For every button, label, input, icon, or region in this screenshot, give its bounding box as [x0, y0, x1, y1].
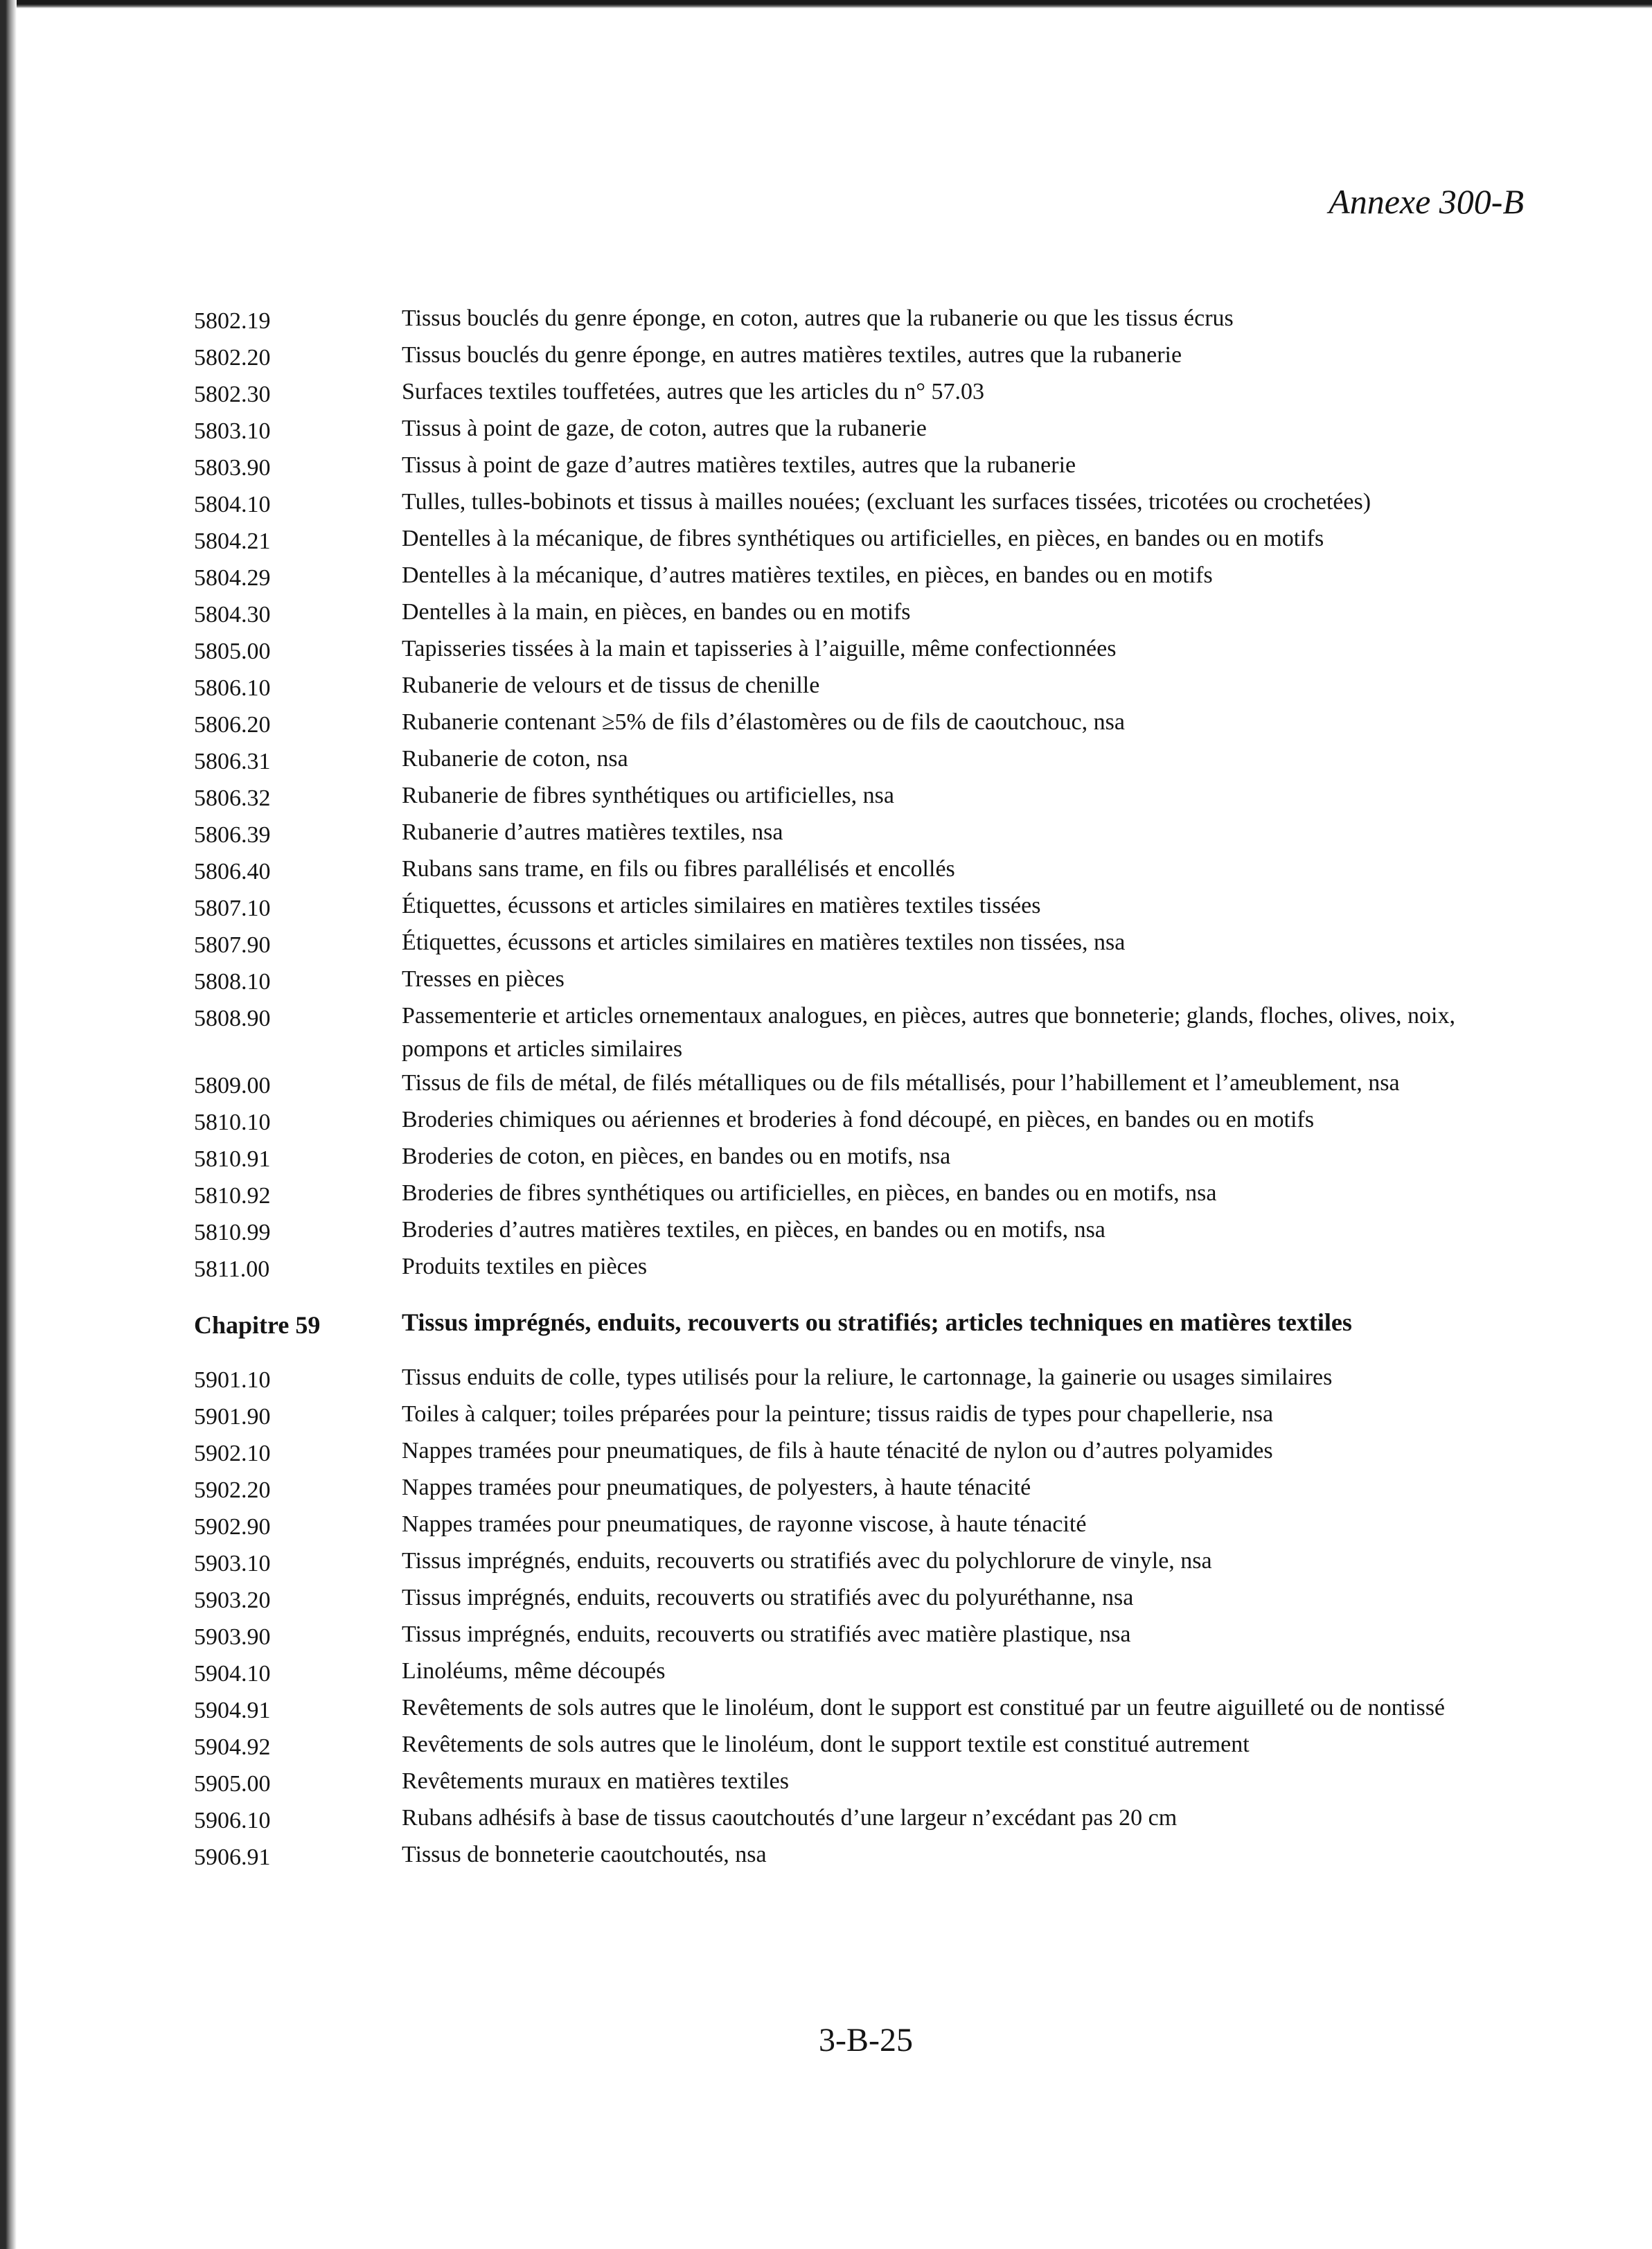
tariff-row [194, 889, 1545, 925]
tariff-code: 5810.92 [194, 1183, 271, 1209]
tariff-description: Nappes tramées pour pneumatiques, de polyesters, à haute ténacité [402, 1475, 1031, 1500]
tariff-description: Rubans sans trame, en fils ou fibres parallélisés et encollés [402, 856, 955, 882]
tariff-description: Linoléums, même découpés [402, 1658, 666, 1684]
tariff-row [194, 853, 1545, 889]
tariff-description: Nappes tramées pour pneumatiques, de fils à haute ténacité de nylon ou d’autres polyamides [402, 1438, 1273, 1464]
tariff-code: 5904.91 [194, 1698, 271, 1723]
tariff-code: 5804.21 [194, 528, 271, 554]
tariff-row [194, 632, 1545, 668]
tariff-description: Tissus bouclés du genre éponge, en autres matières textiles, autres que la rubanerie [402, 342, 1182, 368]
tariff-description: Tulles, tulles-bobinots et tissus à mailles nouées; (excluant les surfaces tissées, tricotées ou crochetées) [402, 489, 1371, 515]
tariff-description: Étiquettes, écussons et articles similaires en matières textiles non tissées, nsa [402, 930, 1126, 955]
tariff-description: Tissus imprégnés, enduits, recouverts ou stratifiés avec du polyuréthanne, nsa [402, 1585, 1134, 1610]
tariff-code: 5902.90 [194, 1514, 271, 1540]
tariff-code: 5807.10 [194, 896, 271, 921]
tariff-description: Tissus imprégnés, enduits, recouverts ou stratifiés avec du polychlorure de vinyle, nsa [402, 1548, 1212, 1574]
tariff-code: 5808.10 [194, 969, 271, 995]
tariff-row [194, 412, 1545, 448]
tariff-list-chapter-58 [194, 302, 1545, 1286]
chapter-code: Chapitre 59 [194, 1311, 321, 1339]
tariff-description: Broderies d’autres matières textiles, en pièces, en bandes ou en motifs, nsa [402, 1217, 1105, 1243]
tariff-code: 5904.10 [194, 1661, 271, 1687]
tariff-code: 5802.20 [194, 345, 271, 371]
tariff-row [194, 1398, 1545, 1434]
tariff-code: 5810.10 [194, 1110, 271, 1135]
tariff-row [194, 449, 1545, 485]
tariff-code: 5810.99 [194, 1220, 271, 1245]
tariff-description: Revêtements muraux en matières textiles [402, 1768, 789, 1794]
tariff-row [194, 1765, 1545, 1801]
tariff-row [194, 706, 1545, 742]
tariff-row [194, 596, 1545, 632]
tariff-row [194, 743, 1545, 779]
tariff-code: 5901.90 [194, 1404, 271, 1430]
tariff-code: 5804.10 [194, 492, 271, 517]
tariff-row [194, 1508, 1545, 1544]
tariff-description: Dentelles à la main, en pièces, en bandes ou en motifs [402, 599, 911, 625]
tariff-row [194, 1471, 1545, 1507]
tariff-description: Tissus à point de gaze d’autres matières textiles, autres que la rubanerie [402, 452, 1076, 478]
tariff-description: Nappes tramées pour pneumatiques, de rayonne viscose, à haute ténacité [402, 1511, 1087, 1537]
scan-top-edge [0, 0, 1652, 8]
tariff-code: 5802.19 [194, 308, 271, 334]
chapter-heading [194, 1306, 1545, 1342]
tariff-description: Toiles à calquer; toiles préparées pour la peinture; tissus raidis de types pour chapellerie, nsa [402, 1401, 1274, 1427]
tariff-description: Tissus imprégnés, enduits, recouverts ou stratifiés avec matière plastique, nsa [402, 1621, 1131, 1647]
tariff-code: 5904.92 [194, 1734, 271, 1760]
tariff-description: Tissus bouclés du genre éponge, en coton, autres que la rubanerie ou que les tissus écrus [402, 305, 1234, 331]
tariff-description: Surfaces textiles touffetées, autres que les articles du n° 57.03 [402, 379, 984, 405]
tariff-code: 5902.20 [194, 1477, 271, 1503]
tariff-description: Tissus de fils de métal, de filés métalliques ou de fils métallisés, pour l’habillement et l’ameublement, nsa [402, 1070, 1400, 1096]
tariff-row [194, 1140, 1545, 1176]
tariff-row [194, 1728, 1545, 1764]
tariff-row [194, 1103, 1545, 1139]
tariff-row [194, 522, 1545, 558]
tariff-code: 5903.10 [194, 1551, 271, 1576]
tariff-description: Broderies de coton, en pièces, en bandes ou en motifs, nsa [402, 1144, 951, 1169]
tariff-code: 5803.10 [194, 418, 271, 444]
tariff-row [194, 559, 1545, 595]
tariff-description: Revêtements de sols autres que le linoléum, dont le support est constitué par un feutre aiguilleté ou de nontissé [402, 1695, 1446, 1721]
tariff-row [194, 486, 1545, 522]
tariff-description: Étiquettes, écussons et articles similaires en matières textiles tissées [402, 893, 1041, 918]
tariff-description: Rubanerie d’autres matières textiles, nsa [402, 819, 783, 845]
tariff-code: 5803.90 [194, 455, 271, 481]
tariff-description: Tresses en pièces [402, 966, 565, 992]
tariff-code: 5806.20 [194, 712, 271, 738]
tariff-code: 5802.30 [194, 382, 271, 407]
chapter-title: Tissus imprégnés, enduits, recouverts ou stratifiés; articles techniques en matières textiles [402, 1308, 1352, 1336]
tariff-description: Rubanerie de velours et de tissus de chenille [402, 673, 820, 698]
tariff-description: Rubanerie de coton, nsa [402, 746, 628, 772]
tariff-code: 5809.00 [194, 1073, 271, 1099]
tariff-code: 5905.00 [194, 1771, 271, 1797]
tariff-description: Tapisseries tissées à la main et tapisseries à l’aiguille, même confectionnées [402, 636, 1117, 661]
tariff-code: 5901.10 [194, 1367, 271, 1393]
tariff-row [194, 779, 1545, 815]
tariff-row [194, 1802, 1545, 1838]
tariff-row [194, 1618, 1545, 1654]
tariff-row [194, 1655, 1545, 1691]
tariff-code: 5806.10 [194, 675, 271, 701]
tariff-description: Produits textiles en pièces [402, 1254, 648, 1279]
tariff-row [194, 1177, 1545, 1213]
tariff-row [194, 1545, 1545, 1581]
tariff-code: 5811.00 [194, 1256, 270, 1282]
tariff-description: Rubanerie contenant ≥5% de fils d’élastomères ou de fils de caoutchouc, nsa [402, 709, 1125, 735]
tariff-row [194, 669, 1545, 705]
tariff-row [194, 999, 1545, 1066]
tariff-code: 5906.10 [194, 1808, 271, 1833]
tariff-row [194, 1691, 1545, 1727]
tariff-code: 5806.39 [194, 822, 271, 848]
annex-title: Annexe 300-B [1329, 182, 1524, 221]
tariff-code: 5810.91 [194, 1146, 271, 1172]
tariff-description: Tissus enduits de colle, types utilisés pour la reliure, le cartonnage, la gainerie ou usages similaires [402, 1364, 1333, 1390]
tariff-row [194, 816, 1545, 852]
tariff-row [194, 375, 1545, 411]
tariff-row [194, 963, 1545, 999]
tariff-code: 5906.91 [194, 1844, 271, 1870]
tariff-row [194, 1581, 1545, 1617]
tariff-code: 5903.90 [194, 1624, 271, 1650]
tariff-description: Rubanerie de fibres synthétiques ou artificielles, nsa [402, 783, 894, 808]
tariff-row [194, 302, 1545, 338]
tariff-row [194, 1067, 1545, 1103]
tariff-row [194, 1434, 1545, 1470]
tariff-description: Broderies de fibres synthétiques ou artificielles, en pièces, en bandes ou en motifs, nsa [402, 1180, 1217, 1206]
tariff-row [194, 1838, 1545, 1874]
scan-left-edge [0, 0, 17, 2249]
page-number: 3-B-25 [819, 2022, 913, 2059]
tariff-code: 5804.29 [194, 565, 271, 591]
tariff-list-chapter-59 [194, 1361, 1545, 1874]
tariff-description: Rubans adhésifs à base de tissus caoutchoutés d’une largeur n’excédant pas 20 cm [402, 1805, 1178, 1831]
tariff-code: 5808.90 [194, 1006, 271, 1031]
tariff-code: 5806.31 [194, 749, 271, 774]
tariff-row [194, 1250, 1545, 1286]
tariff-code: 5903.20 [194, 1588, 271, 1613]
tariff-code: 5805.00 [194, 639, 271, 664]
tariff-code: 5806.40 [194, 859, 271, 885]
tariff-row [194, 926, 1545, 962]
tariff-row [194, 1214, 1545, 1250]
tariff-description: Tissus de bonneterie caoutchoutés, nsa [402, 1842, 767, 1867]
tariff-code: 5902.10 [194, 1441, 271, 1466]
tariff-description: Broderies chimiques ou aériennes et broderies à fond découpé, en pièces, en bandes ou en motifs [402, 1107, 1315, 1132]
tariff-code: 5807.90 [194, 932, 271, 958]
tariff-description: Dentelles à la mécanique, d’autres matières textiles, en pièces, en bandes ou en motifs [402, 562, 1213, 588]
tariff-code: 5806.32 [194, 785, 271, 811]
tariff-description: Tissus à point de gaze, de coton, autres que la rubanerie [402, 416, 927, 441]
tariff-row [194, 1361, 1545, 1397]
tariff-code: 5804.30 [194, 602, 271, 628]
tariff-description: Dentelles à la mécanique, de fibres synthétiques ou artificielles, en pièces, en bandes ou en motifs [402, 526, 1324, 551]
tariff-description: Revêtements de sols autres que le linoléum, dont le support textile est constitué autrement [402, 1732, 1250, 1757]
tariff-description: Passementerie et articles ornementaux analogues, en pièces, autres que bonneterie; glands, floches, olives, noix, pompons et articles similaires [402, 1003, 1455, 1062]
tariff-list [194, 302, 1545, 1875]
tariff-row [194, 339, 1545, 375]
